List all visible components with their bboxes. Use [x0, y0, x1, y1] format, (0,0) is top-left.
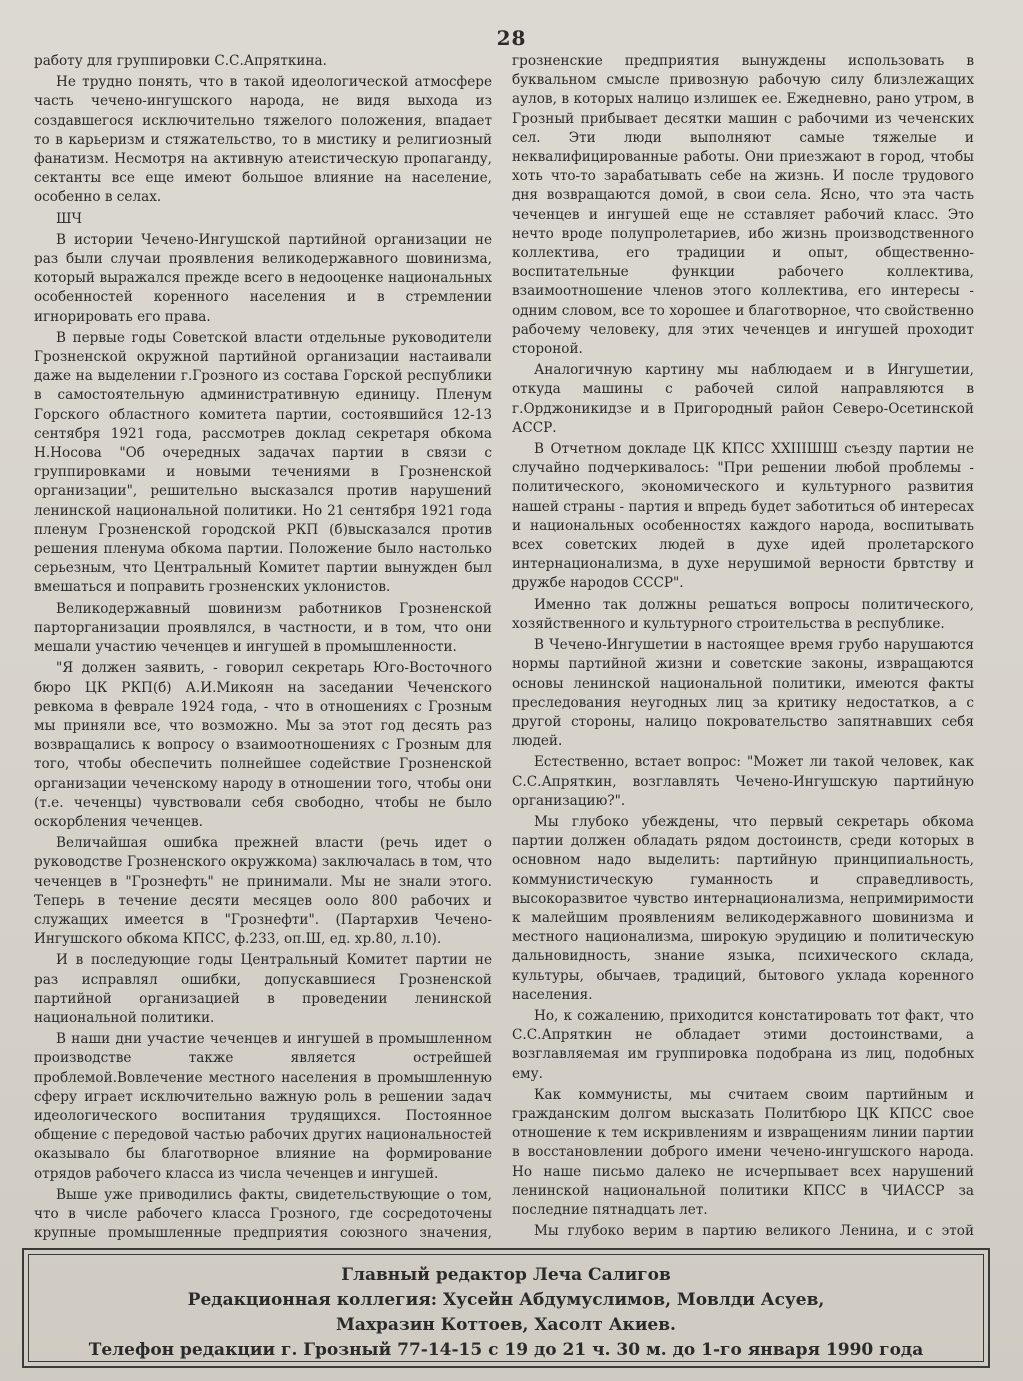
editorial-phone: Телефон редакции г. Грозный 77-14-15 с 19 до 21 ч. 30 м. до 1-го января 1990 года: [88, 1340, 924, 1360]
paragraph: Аналогичную картину мы наблюдаем и в Ингушетии, откуда машины с рабочей силой направляются в г.Орджоникидзе и в Пригородный район Северо-Осетинской АССР.: [512, 362, 974, 436]
page-number: 28: [496, 26, 527, 50]
paragraph: грозненские предприятия вынуждены использовать в буквальном смысле привозную рабочую силу близлежащих аулов, в которых налицо излишек ее. Ежедневно, рано утром, в Грозный прибывает десятки машин с рабочими из чеченских сел. Эти люди выполняют самые тяжелые и неквалифицированные работы. Они приезжают в город, чтобы хоть что-то зарабатывать себе на жизнь. И после трудового дня возвращаются домой, в свои села. Ясно, что эта часть чеченцев и ингушей еще не сставляет рабочий класс. Это нечто вроде полупролетариев, ибо жизнь производственного коллектива, его традиции и опыт, общественно-воспитательные функции рабочего коллектива, взаимоотношение членов этого коллектива, его интересы - одним словом, все то хорошее и благотворное, что свойственно рабочему человеку, для этих чеченцев и ингушей проходит стороной.: [512, 53, 974, 358]
paragraph: В первые годы Советской власти отдельные руководители Грозненской окружной партийной организации настаивали даже на выделении г.Грозного из состава Горской республики в самостоятельную административную единицу. Пленум Горского областного комитета партии, состоявшийся 12-13 сентября 1921 года, рассмотрев доклад секретаря обкома Н.Носова "Об очередных задачах партии в связи с группировками и новыми течениями в Грозненской организации", решительно высказался против нарушений ленинской национальной политики. Но 21 сентября 1921 года пленум Грозненской городской РКП (б)высказался против решения пленума обкома партии. Положение было настолько серьезным, что Центральный Комитет партии вынужден был вмешаться и поправить грозненских уклонистов.: [34, 329, 492, 596]
left-column: [34, 52, 492, 1242]
paragraph: ШЧ: [56, 210, 83, 227]
paragraph: В Отчетном докладе ЦК КПСС XXIIIШШ съезду партии не случайно подчеркивалось: "При решении любой проблемы - политического, экономического и культурного развития нашей страны - партия и впредь будет заботиться об интересах и национальных особенностях каждого народа, воспитывать всех советских людей в духе идей пролетарского интернационализма, в духе нерушимой верности брвтству и дружбе народов СССР".: [512, 441, 974, 592]
paragraph: Не трудно понять, что в такой идеологической атмосфере часть чечено-ингушского народа, не видя выхода из создавшегося исключительно тяжелого положения, впадает то в карьеризм и стяжательство, то в мистику и религиозный фанатизм. Несмотря на активную атеистическую пропаганду, сектанты все еще имеют большое влияние на население, особенно в селах.: [34, 74, 492, 206]
editorial-footer: [22, 1248, 990, 1368]
paragraph: Мы глубоко убеждены, что первый секретарь обкома партии должен обладать рядом достоинств, среди которых в основном надо выделить: партийную принципиальность, коммунистическую гуманность и справедливость, высокоразвитое чувство интернационализма, непримиримости к малейшим проявлениям великодержавного шовинизма и местного национализма, широкую эрудицию и политическую дальновидность, знание языка, психического склада, культуры, обычаев, традиций, бытового уклада коренного населения.: [512, 813, 974, 1003]
paragraph: Но, к сожалению, приходится констатировать тот факт, что С.С.Апряткин не обладает этими достоинствами, а возглавляемая им группировка подобрана из лиц, подобных ему.: [512, 1007, 974, 1082]
paragraph: Именно так должны решаться вопросы политического, хозяйственного и культурного строительства в республике.: [512, 596, 974, 632]
paragraph: Естественно, встает вопрос: "Может ли такой человек, как С.С.Апряткин, возглавлять Чечено-Ингушскую партийную организацию?".: [512, 754, 974, 809]
paragraph: Выше уже приводились факты, свидетельствующие о том, что в числе рабочего класса Грозного, где сосредоточены крупные промышленные предприятия союзного значения,: [34, 1186, 492, 1242]
paragraph: В наши дни участие чеченцев и ингушей в промышленном производстве также является острейшей проблемой.Вовлечение местного населения в промышленную сферу играет исключительно важную роль в решении задач идеологического воспитания трудящихся. Постоянное общение с передовой частью рабочих других национальностей оказывало бы благотворное влияние на формирование отрядов рабочего класса из числа чеченцев и ингушей.: [34, 1031, 492, 1182]
paragraph: Как коммунисты, мы считаем своим партийным и гражданским долгом высказать Политбюро ЦК КПСС свое отношение к тем искривлениям и извращениям линии партии в восстановлении доброго имени чечено-ингушского народа. Но наше письмо далеко не исчерпывает всех нарушений ленинской национальной политики КПСС в ЧИАССР за последние пятнадцать лет.: [512, 1086, 974, 1218]
chief-editor: Главный редактор Леча Салигов: [341, 1265, 671, 1285]
paragraph: В истории Чечено-Ингушской партийной организации не раз были случаи проявления великодержавного шовинизма, который выражался прежде всего в недооценке национальных особенностей коренного населения и в стремлении игнорировать его права.: [34, 231, 492, 325]
paragraph: И в последующие годы Центральный Комитет партии не раз исправлял ошибки, допускавшиеся Грозненской партийной организацией в проведении ленинской национальной политики.: [34, 952, 492, 1026]
paragraph: "Я должен заявить, - говорил секретарь Юго-Восточного бюро ЦК РКП(б) А.И.Микоян на заседании Чеченского ревкома в феврале 1924 года, - что в отношениях с Грозным мы приняли все, что возможно. Мы за этот год десять раз возвращались к вопросу о взаимоотношениях с Грозным для того, чтобы обеспечить полнейшее содействие Грозненской организации чеченскому народу в отношении того, чтобы они (т.е. чеченцы) чувствовали себя свободно, чтобы не было оскорбления чеченцев.: [34, 660, 492, 830]
paragraph: Мы глубоко верим в партию великого Ленина, и с этой: [534, 1223, 974, 1240]
editorial-footer-inner: [28, 1254, 984, 1362]
editorial-board-line-1: Редакционная коллегия: Хусейн Абдумуслимов, Мовлди Асуев,: [187, 1290, 825, 1310]
paragraph: В Чечено-Ингушетии в настоящее время грубо нарушаются нормы партийной жизни и советские законы, извращаются основы ленинской национальной политики, имеются факты преследования неугодных лиц за критику недостатков, а с другой стороны, налицо покровательство запятнавших себя людей.: [512, 637, 974, 750]
paragraph: Величайшая ошибка прежней власти (речь идет о руководстве Грозненского окружкома) заключалась в том, что чеченцев в "Грознефть" не принимали. Мы не знали этого. Теперь в течение десяти месяцев ооло 800 рабочих и служащих имеется в "Грознефти". (Партархив Чечено-Ингушского обкома КПСС, ф.233, оп.Ш, ед. хр.80, л.10).: [34, 835, 492, 948]
editorial-board-line-2: Махразин Коттоев, Хасолт Акиев.: [336, 1315, 676, 1335]
right-column: [512, 52, 974, 1242]
paragraph: работу для группировки С.С.Апряткина.: [34, 53, 327, 69]
paragraph: Великодержавный шовинизм работников Грозненской парторганизации проявлялся, в частности, и в том, что они мешали участию чеченцев и ингушей в промышленности.: [34, 600, 492, 656]
